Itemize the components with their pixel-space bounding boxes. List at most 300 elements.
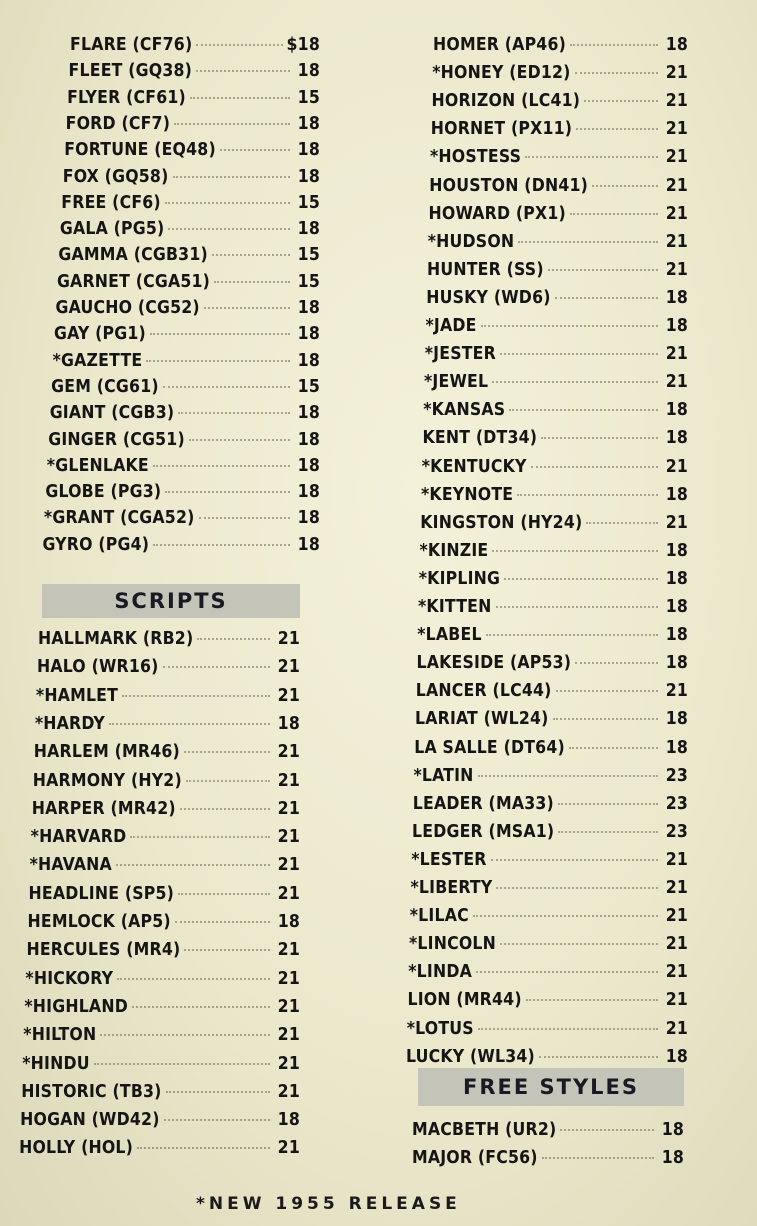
dot-leader xyxy=(541,437,658,439)
dot-leader xyxy=(473,915,658,917)
dot-leader xyxy=(174,123,290,125)
dot-leader xyxy=(569,747,658,749)
list-item xyxy=(60,219,320,239)
list-item xyxy=(24,997,300,1017)
list-item xyxy=(413,794,688,814)
item-price: 21 xyxy=(665,849,688,870)
item-price: 18 xyxy=(665,428,688,449)
item-price: 21 xyxy=(665,934,688,955)
list-item xyxy=(414,738,688,758)
list-item xyxy=(53,351,320,371)
item-price: 18 xyxy=(665,737,688,758)
dot-leader xyxy=(163,386,290,388)
item-price: 21 xyxy=(277,855,300,876)
item-name: HARMONY (HY2) xyxy=(32,770,182,791)
item-name: *KIPLING xyxy=(418,568,501,589)
item-price: 21 xyxy=(277,827,300,848)
list-item xyxy=(44,508,320,528)
list-item xyxy=(19,1138,300,1158)
item-name: *HOSTESS xyxy=(430,147,522,168)
item-price: 18 xyxy=(665,1046,688,1067)
item-price: 21 xyxy=(665,962,688,983)
list-item xyxy=(36,686,300,706)
item-name: *HARDY xyxy=(34,713,105,734)
list-item xyxy=(408,990,689,1010)
dot-leader xyxy=(476,971,658,973)
item-price: 18 xyxy=(297,140,320,161)
item-price: 21 xyxy=(277,629,300,649)
dot-leader xyxy=(504,578,658,580)
dot-leader xyxy=(163,666,270,668)
list-item xyxy=(411,878,689,898)
dot-leader xyxy=(199,517,290,519)
item-price: 23 xyxy=(665,765,688,786)
item-price: 18 xyxy=(297,350,320,371)
item-name: *KITTEN xyxy=(418,597,492,617)
dot-leader xyxy=(137,1147,270,1149)
item-name: *JADE xyxy=(425,316,477,336)
item-name: HEADLINE (SP5) xyxy=(28,883,175,904)
item-name: GAUCHO (CG52) xyxy=(55,298,200,318)
list-item xyxy=(63,167,320,187)
item-name: LA SALLE (DT64) xyxy=(414,737,565,758)
item-price: 18 xyxy=(297,61,320,82)
item-price: 18 xyxy=(297,113,320,134)
item-name: *LINCOLN xyxy=(409,934,497,955)
item-price: 18 xyxy=(297,324,320,345)
free-styles-heading: FREE STYLES xyxy=(418,1068,684,1106)
item-price: 21 xyxy=(277,770,300,791)
item-name: GEM (CG61) xyxy=(51,376,159,397)
item-name: *LILAC xyxy=(409,906,469,927)
dot-leader xyxy=(500,353,658,355)
item-name: FREE (CF6) xyxy=(61,192,161,213)
list-item xyxy=(64,140,320,160)
dot-leader xyxy=(492,381,658,383)
scripts-heading: SCRIPTS xyxy=(42,584,300,618)
item-price: 15 xyxy=(297,87,320,108)
list-item xyxy=(418,597,688,617)
list-item xyxy=(54,324,320,344)
item-name: LEDGER (MSA1) xyxy=(412,821,555,842)
dot-leader xyxy=(526,999,658,1001)
dot-leader xyxy=(492,550,658,552)
item-name: *JESTER xyxy=(424,344,496,365)
item-name: *KINZIE xyxy=(419,540,489,561)
item-price: 18 xyxy=(665,568,688,589)
dot-leader xyxy=(164,1119,270,1121)
list-item xyxy=(410,906,688,926)
dot-leader xyxy=(196,70,290,72)
dot-leader xyxy=(165,491,290,493)
item-price: 18 xyxy=(665,316,688,336)
dot-leader xyxy=(189,439,290,441)
list-item xyxy=(48,430,320,450)
item-name: FLEET (GQ38) xyxy=(68,61,193,82)
dot-leader xyxy=(558,831,658,833)
dot-leader xyxy=(197,638,270,640)
item-name: FORTUNE (EQ48) xyxy=(64,140,216,161)
list-item xyxy=(51,377,320,397)
item-price: 21 xyxy=(665,681,688,702)
item-price: 21 xyxy=(665,119,688,140)
list-item xyxy=(421,485,688,505)
list-item xyxy=(424,372,688,392)
list-item xyxy=(31,827,300,847)
list-item xyxy=(67,88,320,108)
dot-leader xyxy=(555,297,658,299)
item-name: GINGER (CG51) xyxy=(48,429,185,450)
dot-leader xyxy=(553,718,658,720)
item-name: HISTORIC (TB3) xyxy=(21,1081,162,1102)
item-price: 21 xyxy=(277,1025,300,1046)
dot-leader xyxy=(486,634,658,636)
item-price: 18 xyxy=(297,508,320,529)
item-price: 18 xyxy=(297,455,320,476)
item-price: 21 xyxy=(277,940,300,961)
item-price: 18 xyxy=(661,1148,684,1168)
dot-leader xyxy=(509,409,658,411)
dot-leader xyxy=(491,859,658,861)
item-name: GYRO (PG4) xyxy=(42,534,150,555)
list-item xyxy=(414,766,689,786)
list-item xyxy=(34,742,300,762)
item-price: 18 xyxy=(665,625,688,646)
dot-leader xyxy=(132,1006,270,1008)
list-item xyxy=(69,61,320,81)
item-price: 18 xyxy=(665,484,688,505)
item-name: *HAMLET xyxy=(35,685,119,706)
list-item xyxy=(412,822,688,842)
dot-leader xyxy=(575,72,658,74)
item-price: 18 xyxy=(277,713,300,734)
item-price: 21 xyxy=(277,657,300,678)
dot-leader xyxy=(539,1056,658,1058)
item-name: HOMER (AP46) xyxy=(433,35,567,55)
item-name: GIANT (CGB3) xyxy=(49,403,175,424)
item-price: 18 xyxy=(297,534,320,555)
list-item xyxy=(431,119,688,139)
item-price: 18 xyxy=(665,540,688,561)
list-item xyxy=(409,934,688,954)
list-item xyxy=(429,204,689,224)
dot-leader xyxy=(117,978,270,980)
item-price: 21 xyxy=(665,91,688,112)
item-price: 18 xyxy=(665,400,688,421)
item-name: *HONEY (ED12) xyxy=(432,63,571,84)
dot-leader xyxy=(592,185,658,187)
item-price: 21 xyxy=(277,996,300,1017)
dot-leader xyxy=(496,887,658,889)
list-item xyxy=(30,855,300,875)
item-price: 18 xyxy=(297,403,320,424)
dot-leader xyxy=(130,836,270,838)
item-name: *HAVANA xyxy=(29,855,112,876)
list-item xyxy=(28,912,301,932)
list-item xyxy=(29,884,300,904)
dot-leader xyxy=(560,1129,654,1131)
item-price: 21 xyxy=(665,175,688,196)
list-item xyxy=(423,400,688,420)
item-name: *HICKORY xyxy=(25,968,114,989)
item-price: $18 xyxy=(286,35,320,55)
list-item xyxy=(422,457,688,477)
dot-leader xyxy=(570,44,658,46)
dot-leader xyxy=(196,44,282,46)
item-price: 21 xyxy=(277,798,300,819)
dot-leader xyxy=(166,1091,270,1093)
list-item xyxy=(412,1120,684,1140)
item-name: *GAZETTE xyxy=(52,350,143,371)
list-item xyxy=(45,482,320,502)
list-item xyxy=(417,653,689,673)
list-item xyxy=(406,1047,688,1067)
dot-leader xyxy=(556,690,658,692)
list-item xyxy=(433,35,688,55)
list-item xyxy=(58,245,320,265)
item-name: KENT (DT34) xyxy=(422,428,538,449)
list-item xyxy=(32,799,300,819)
item-name: *HIGHLAND xyxy=(24,996,128,1017)
item-name: *JEWEL xyxy=(424,372,489,393)
item-price: 21 xyxy=(277,883,300,904)
list-item xyxy=(415,709,688,729)
list-item xyxy=(408,962,688,982)
dot-leader xyxy=(500,943,658,945)
item-price: 21 xyxy=(277,1081,300,1102)
item-price: 21 xyxy=(665,203,688,224)
dot-leader xyxy=(175,921,270,923)
list-item xyxy=(420,513,688,533)
dot-leader xyxy=(517,494,658,496)
list-item xyxy=(425,344,688,364)
item-name: *KANSAS xyxy=(423,400,506,421)
dot-leader xyxy=(146,360,290,362)
item-price: 18 xyxy=(665,709,688,730)
dot-leader xyxy=(548,269,658,271)
item-name: *GLENLAKE xyxy=(46,455,149,476)
dot-leader xyxy=(178,412,290,414)
dot-leader xyxy=(496,606,658,608)
dot-leader xyxy=(584,100,658,102)
list-item xyxy=(407,1019,688,1039)
item-name: FOX (GQ58) xyxy=(62,166,169,187)
list-item xyxy=(33,771,300,791)
dot-leader xyxy=(478,775,658,777)
dot-leader xyxy=(168,228,290,230)
dot-leader xyxy=(220,149,290,151)
item-price: 18 xyxy=(297,482,320,503)
item-name: HOWARD (PX1) xyxy=(428,203,566,224)
list-item xyxy=(412,1148,684,1168)
list-item xyxy=(25,969,300,989)
item-name: HEMLOCK (AP5) xyxy=(27,912,171,932)
list-item xyxy=(426,316,689,336)
item-name: KINGSTON (HY24) xyxy=(420,512,583,533)
list-item xyxy=(416,681,688,701)
item-price: 18 xyxy=(297,429,320,450)
item-name: HORNET (PX11) xyxy=(430,119,573,140)
list-item xyxy=(37,657,300,677)
item-name: LEADER (MA33) xyxy=(412,793,554,814)
item-name: *GRANT (CGA52) xyxy=(43,508,195,529)
item-name: LUCKY (WL34) xyxy=(406,1046,535,1067)
item-name: MAJOR (FC56) xyxy=(412,1148,538,1168)
item-name: *LATIN xyxy=(413,765,474,786)
dot-leader xyxy=(122,695,270,697)
list-item xyxy=(42,535,320,555)
dot-leader xyxy=(94,1063,270,1065)
item-name: *LABEL xyxy=(417,625,482,646)
item-name: LION (MR44) xyxy=(407,990,522,1011)
item-name: FLYER (CF61) xyxy=(67,87,186,108)
list-item xyxy=(22,1054,300,1074)
item-price: 15 xyxy=(297,271,320,292)
dot-leader xyxy=(116,864,270,866)
dot-leader xyxy=(180,808,270,810)
item-name: LAKESIDE (AP53) xyxy=(416,653,572,674)
item-price: 18 xyxy=(665,35,688,55)
list-item xyxy=(21,1082,300,1102)
item-name: *HARVARD xyxy=(30,827,127,848)
item-price: 18 xyxy=(665,653,688,674)
item-price: 21 xyxy=(665,878,688,898)
dot-leader xyxy=(531,466,658,468)
list-item xyxy=(430,147,688,167)
item-price: 21 xyxy=(665,344,688,365)
item-name: GALA (PG5) xyxy=(59,219,165,240)
item-name: HOLLY (HOL) xyxy=(19,1138,134,1159)
item-name: HUNTER (SS) xyxy=(427,259,544,280)
item-name: GAY (PG1) xyxy=(54,324,146,345)
item-price: 15 xyxy=(297,376,320,397)
list-item xyxy=(57,272,320,292)
item-price: 18 xyxy=(277,912,300,932)
list-item xyxy=(420,541,689,561)
item-name: GAMMA (CGB31) xyxy=(58,245,208,266)
item-price: 15 xyxy=(297,245,320,266)
item-price: 21 xyxy=(277,1053,300,1074)
dot-leader xyxy=(481,325,658,327)
item-price: 21 xyxy=(665,259,688,280)
dot-leader xyxy=(150,333,290,335)
item-name: HUSKY (WD6) xyxy=(426,287,551,308)
item-name: FORD (CF7) xyxy=(65,113,171,134)
item-name: HERCULES (MR4) xyxy=(26,940,181,961)
dot-leader xyxy=(109,723,270,725)
dot-leader xyxy=(525,156,658,158)
item-price: 23 xyxy=(665,793,688,814)
item-name: *KENTUCKY xyxy=(421,456,527,477)
item-name: *LESTER xyxy=(411,849,487,870)
dot-leader xyxy=(184,949,270,951)
list-item xyxy=(26,940,300,960)
item-name: HORIZON (LC41) xyxy=(431,91,581,112)
item-price: 21 xyxy=(665,1018,688,1039)
list-item xyxy=(35,714,300,734)
item-price: 18 xyxy=(297,219,320,240)
item-name: GLOBE (PG3) xyxy=(45,482,162,503)
item-price: 18 xyxy=(297,298,320,318)
list-item xyxy=(428,232,688,252)
item-name: HARLEM (MR46) xyxy=(33,742,180,763)
dot-leader xyxy=(184,751,270,753)
item-price: 21 xyxy=(665,990,688,1011)
item-name: LARIAT (WL24) xyxy=(415,709,549,730)
dot-leader xyxy=(153,544,290,546)
list-item xyxy=(417,625,688,645)
item-name: *HINDU xyxy=(22,1053,90,1074)
item-name: HALLMARK (RB2) xyxy=(38,629,194,649)
item-price: 21 xyxy=(277,1138,300,1159)
item-name: MACBETH (UR2) xyxy=(412,1120,557,1140)
dot-leader xyxy=(100,1034,270,1036)
dot-leader xyxy=(204,307,290,309)
list-item xyxy=(50,403,320,423)
item-name: *LOTUS xyxy=(406,1018,474,1039)
dot-leader xyxy=(576,128,658,130)
dot-leader xyxy=(190,97,290,99)
item-price: 18 xyxy=(665,597,688,617)
item-price: 21 xyxy=(665,456,688,477)
list-item xyxy=(23,1025,300,1045)
dot-leader xyxy=(178,893,270,895)
item-price: 21 xyxy=(277,742,300,763)
list-item xyxy=(61,193,320,213)
item-price: 21 xyxy=(277,968,300,989)
item-price: 21 xyxy=(665,372,688,393)
dot-leader xyxy=(542,1157,654,1159)
item-name: HOGAN (WD42) xyxy=(20,1110,160,1131)
list-item xyxy=(429,176,688,196)
list-item xyxy=(38,629,300,649)
item-price: 18 xyxy=(297,166,320,187)
item-price: 15 xyxy=(297,192,320,213)
dot-leader xyxy=(212,254,290,256)
item-name: *HILTON xyxy=(23,1025,97,1046)
item-name: HOUSTON (DN41) xyxy=(429,175,589,196)
list-item xyxy=(20,1110,300,1130)
list-item xyxy=(70,35,320,55)
dot-leader xyxy=(173,176,291,178)
list-item xyxy=(427,260,688,280)
dot-leader xyxy=(186,780,270,782)
list-item xyxy=(411,850,688,870)
item-name: HALO (WR16) xyxy=(36,657,159,678)
item-price: 21 xyxy=(665,906,688,927)
item-name: HARPER (MR42) xyxy=(31,798,176,819)
dot-leader xyxy=(165,202,290,204)
list-item xyxy=(432,91,689,111)
list-item xyxy=(419,569,688,589)
item-name: FLARE (CF76) xyxy=(70,35,193,55)
dot-leader xyxy=(214,281,290,283)
dot-leader xyxy=(518,241,658,243)
list-item xyxy=(66,114,320,134)
list-item xyxy=(47,456,320,476)
item-name: *LINDA xyxy=(408,962,472,983)
item-name: *HUDSON xyxy=(427,231,515,252)
dot-leader xyxy=(570,213,658,215)
item-price: 21 xyxy=(665,512,688,533)
item-price: 23 xyxy=(665,821,688,842)
list-item xyxy=(56,298,321,318)
footer-note: *NEW 1955 RELEASE xyxy=(196,1194,461,1214)
item-price: 18 xyxy=(665,287,688,308)
dot-leader xyxy=(586,522,658,524)
item-price: 21 xyxy=(665,231,688,252)
item-name: *KEYNOTE xyxy=(421,484,514,505)
